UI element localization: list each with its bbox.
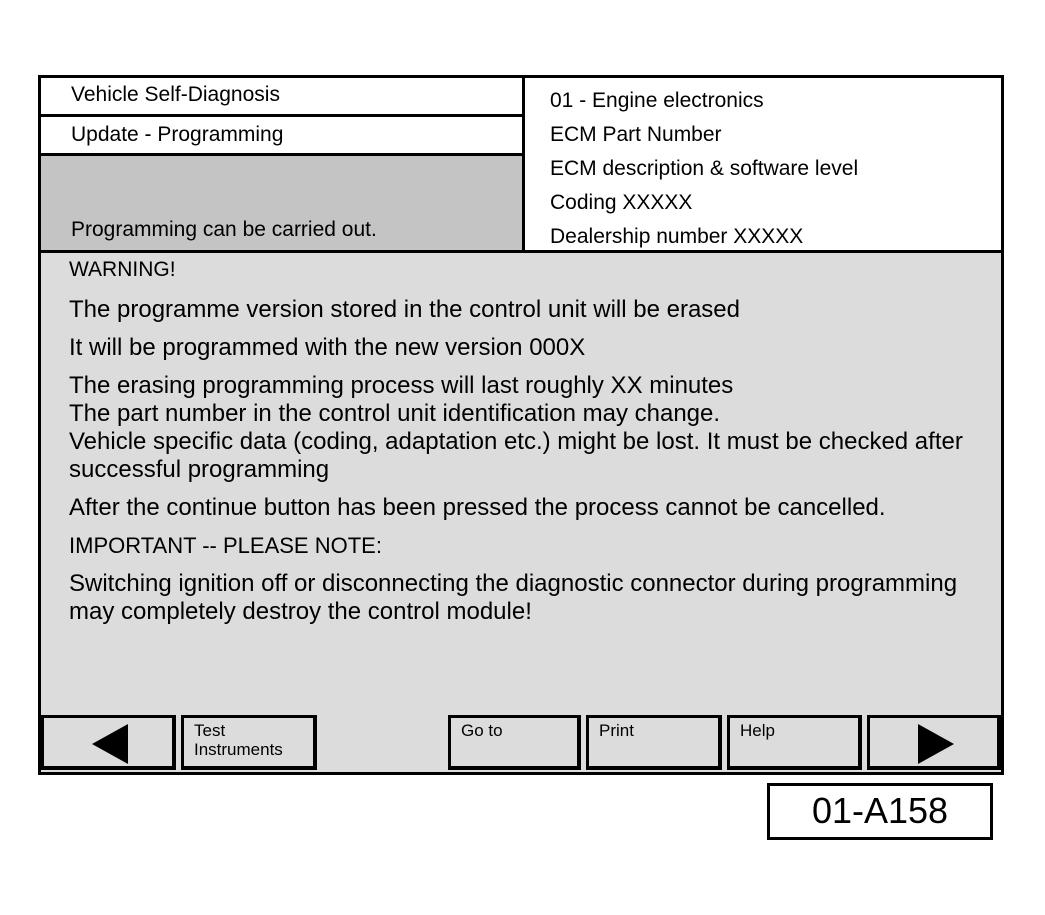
diagnostic-screen — [38, 75, 1004, 775]
arrow-left-icon — [92, 724, 128, 764]
back-button[interactable] — [41, 715, 176, 770]
ecm-description: ECM description & software level — [550, 157, 859, 180]
header-left — [41, 78, 525, 253]
message-ignition: Switching ignition off or disconnecting the diagnostic connector during programming may completely destroy the control module! — [69, 570, 958, 625]
warning-heading: WARNING! — [69, 258, 176, 281]
page-id-label: 01-A158 — [767, 783, 993, 840]
print-label: Print — [599, 721, 634, 740]
help-label: Help — [740, 721, 775, 740]
control-unit-name: 01 - Engine electronics — [550, 89, 764, 112]
status-message: Programming can be carried out. — [71, 218, 377, 241]
important-heading: IMPORTANT -- PLEASE NOTE: — [69, 533, 382, 558]
message-erase: The programme version stored in the control unit will be erased — [69, 296, 740, 323]
forward-button[interactable] — [867, 715, 1001, 770]
message-body — [69, 256, 981, 636]
message-new-version: It will be programmed with the new version 000X — [69, 334, 586, 361]
arrow-right-icon — [918, 724, 954, 764]
goto-label: Go to — [461, 721, 503, 740]
test-instruments-label-2: Instruments — [194, 740, 283, 759]
message-duration: The erasing programming process will last roughly XX minutes — [69, 372, 734, 399]
message-part-number: The part number in the control unit identification may change. — [69, 400, 721, 427]
function-subtitle: Update - Programming — [41, 117, 525, 156]
print-button[interactable] — [586, 715, 722, 770]
goto-button[interactable] — [448, 715, 581, 770]
coding: Coding XXXXX — [550, 191, 693, 214]
bottom-toolbar — [41, 715, 1001, 772]
test-instruments-label-1: Test — [194, 721, 226, 740]
message-vehicle-data: Vehicle specific data (coding, adaptation etc.) might be lost. It must be checked after successful programming — [69, 428, 963, 483]
help-button[interactable] — [727, 715, 862, 770]
message-continue: After the continue button has been pressed the process cannot be cancelled. — [69, 494, 886, 521]
function-title: Vehicle Self-Diagnosis — [41, 78, 525, 117]
ecm-part-number: ECM Part Number — [550, 123, 722, 146]
control-unit-info — [525, 78, 1001, 253]
test-instruments-button[interactable] — [181, 715, 317, 770]
dealership-number: Dealership number XXXXX — [550, 225, 804, 248]
status-panel — [41, 156, 525, 253]
